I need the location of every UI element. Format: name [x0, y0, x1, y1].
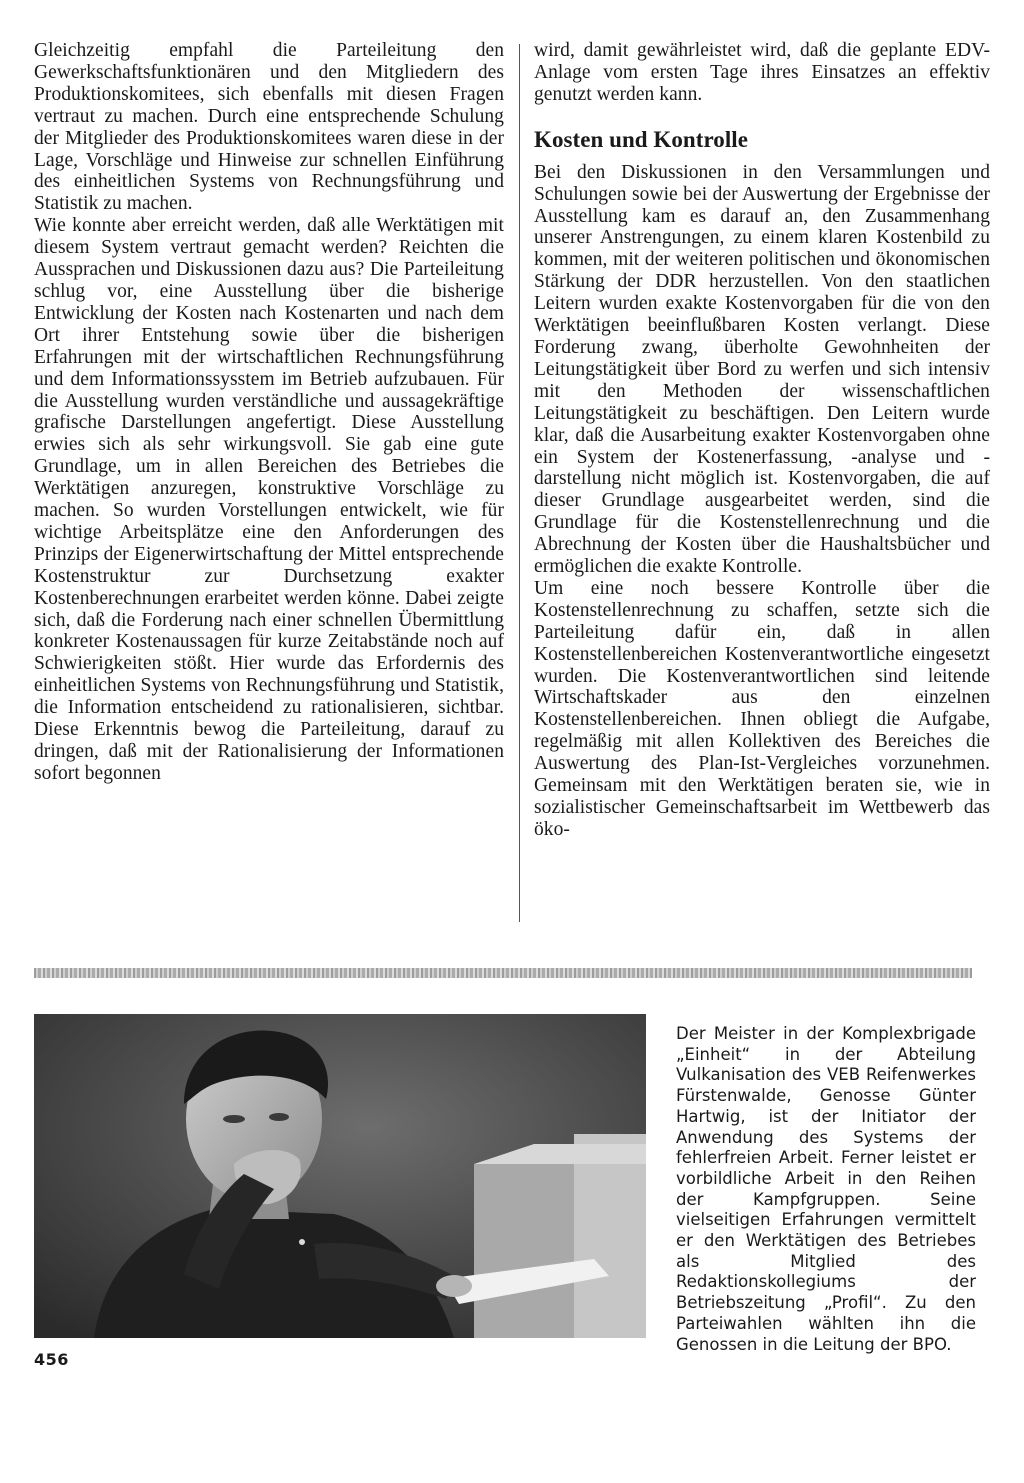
paragraph: Gleichzeitig empfahl die Parteileitung den Gewerkschaftsfunktionären und den Mitgliedern des Produktionskomitees, sich ebenfalls mit diesen Fragen vertraut zu machen. Durch eine entsprechende Schulung der Mitglieder des Produktionskomitees waren diese in der Lage, Vorschläge und Hinweise zur schnellen Einführung des einheitlichen Systems von Rechnungsführung und Statistik zu machen. — [34, 40, 504, 215]
left-column — [34, 40, 504, 785]
paragraph: Bei den Diskussionen in den Versammlungen und Schulungen sowie bei der Auswertung der Ergebnisse der Ausstellung kam es darauf an, den Zusammenhang unserer Anstrengungen, zu einem klaren Kostenbild zu kommen, mit der weiteren politischen und ökonomischen Stärkung der DDR herzustellen. Von den staatlichen Leitern wurden exakte Kostenvorgaben für die von den Werktätigen beeinflußbaren Kosten verlangt. Diese Forderung zwang, überholte Gewohnheiten der Leitungstätigkeit über Bord zu werfen und sich intensiv mit den Methoden der wissenschaftlichen Leitungstätigkeit zu beschäftigen. Den Leitern wurde klar, daß die Ausarbeitung exakter Kostenvorgaben ohne ein System der Kostenerfassung, -analyse und -darstellung nicht möglich ist. Kostenvorgaben, die auf dieser Grundlage ausgearbeitet werden, sind die Grundlage für die Kostenstellenrechnung und die Abrechnung der Kosten über die Haushaltsbücher und ermöglichen die exakte Kontrolle. — [534, 161, 990, 578]
paragraph: Wie konnte aber erreicht werden, daß alle Werktätigen mit diesem System vertraut gemacht werden? Reichten die Aussprachen und Diskussionen dazu aus? Die Parteileitung schlug vor, eine Ausstellung über die bisherige Entwicklung der Kosten nach Kostenarten und nach dem Ort ihrer Entstehung sowie über die bisherigen Erfahrungen mit der wirtschaftlichen Rechnungsführung und dem Informationssysstem im Betrieb aufzubauen. Für die Ausstellung wurden verständliche und aussagekräftige grafische Darstellungen angefertigt. Diese Ausstellung erwies sich als sehr wirkungsvoll. Sie gab eine gute Grundlage, um in allen Bereichen des Betriebes die Werktätigen anzuregen, konstruktive Vorschläge zu machen. So wurden Vorstellungen entwickelt, wie für wichtige Arbeitsplätze eine den Anforderungen des Prinzips der Eigenerwirtschaftung der Mittel entsprechende Kostenstruktur zur Durchsetzung exakter Kostenberechnungen erarbeitet werden könne. Dabei zeigte sich, daß die Forderung nach einer schnellen Übermittlung konkreter Kostenaussagen für kurze Zeitabstände noch auf Schwierigkeiten stößt. Hier wurde das Erfordernis des einheitlichen Systems von Rechnungsführung und Statistik, die Information entscheidend zu rationalisieren, sichtbar. Diese Erkenntnis bewog die Parteileitung, darauf zu dringen, daß mit der Rationalisierung der Informationen sofort begonnen — [34, 215, 504, 784]
right-column — [534, 40, 990, 841]
photo-image — [34, 1014, 646, 1338]
section-heading: Kosten und Kontrolle — [534, 126, 748, 152]
paragraph: Um eine noch bessere Kontrolle über die Kostenstellenrechnung zu schaffen, setzte sich die Parteileitung dafür ein, daß in allen Kostenstellenbereichen Kostenverantwortliche eingesetzt wurden. Die Kostenverantwortlichen sind leitende Wirtschaftskader aus den einzelnen Kostenstellenbereichen. Ihnen obliegt die Aufgabe, regelmäßig mit allen Kollektiven des Bereiches die Auswertung des Plan-Ist-Vergleiches vorzunehmen. Gemeinsam mit den Werktätigen beraten sie, wie in sozialistischer Gemeinschaftsarbeit im Wettbewerb das öko- — [534, 577, 990, 840]
paragraph: wird, damit gewährleistet wird, daß die geplante EDV-Anlage vom ersten Tage ihres Einsatzes an effektiv genutzt werden kann. — [534, 40, 990, 105]
portrait-photo — [34, 1014, 646, 1338]
photo-caption: Der Meister in der Komplexbrigade „Einheit“ in der Abteilung Vulkanisation des VEB Reifenwerkes Fürstenwalde, Genosse Günter Hartwig, ist der Initiator der Anwendung des Systems der fehlerfreien Arbeit. Ferner leistet er vorbildliche Arbeit in den Reihen der Kampfgruppen. Seine vielseitigen Erfahrungen vermittelt er den Werktätigen des Betriebes als Mitglied des Redaktionskollegiums der Betriebszeitung „Profil“. Zu den Parteiwahlen wählten ihn die Genossen in die Leitung der BPO. — [676, 1024, 976, 1354]
column-divider — [519, 44, 520, 922]
page-number: 456 — [34, 1350, 69, 1369]
decorative-rule — [34, 968, 972, 978]
